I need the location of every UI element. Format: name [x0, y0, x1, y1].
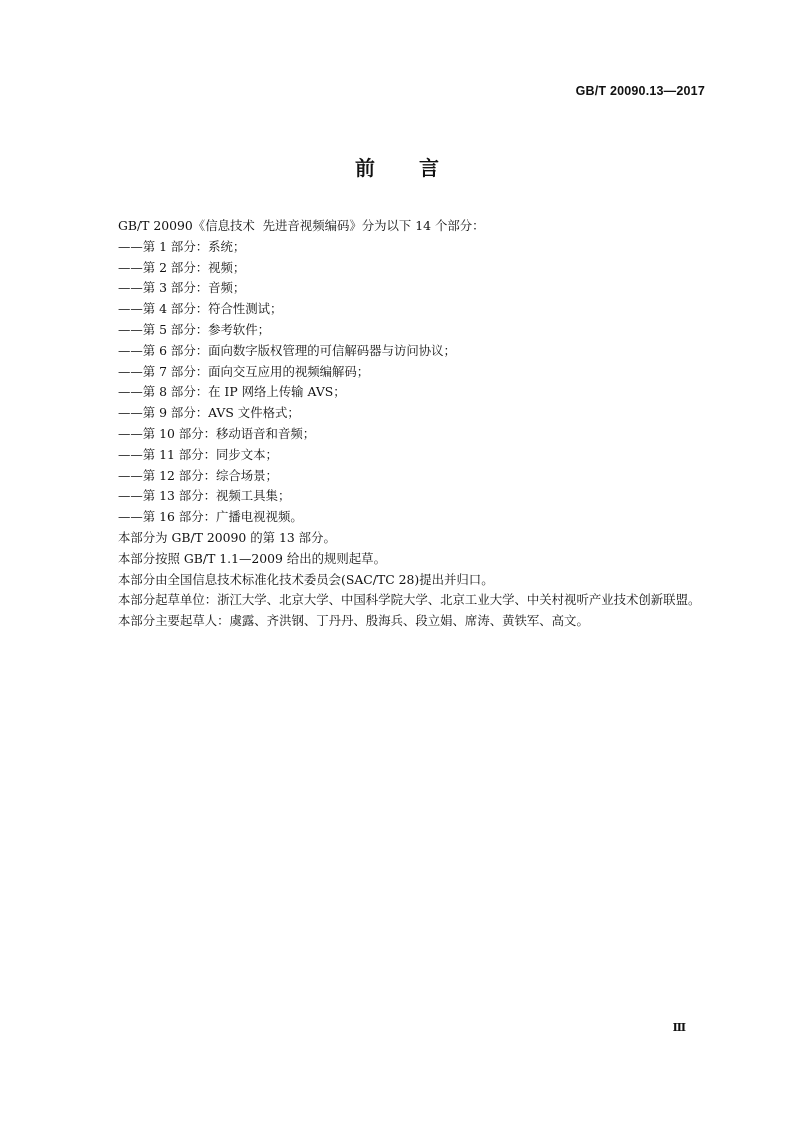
intro-paragraph: GB/T 20090《信息技术 先进音视频编码》分为以下 14 个部分：	[118, 218, 485, 233]
part-statement: 本部分为 GB/T 20090 的第 13 部分。	[118, 529, 336, 545]
drafters-statement: 本部分主要起草人：虞露、齐洪钢、丁丹丹、殷海兵、段立娟、席涛、黄铁军、高文。	[118, 613, 589, 629]
proposer-statement: 本部分由全国信息技术标准化技术委员会(SAC/TC 28)提出并归口。	[118, 571, 494, 587]
part-list-item: ——第 12 部分：综合场景；	[118, 467, 278, 483]
part-list-item: ——第 9 部分：AVS 文件格式；	[118, 405, 300, 421]
part-list-item: ——第 11 部分：同步文本；	[118, 446, 278, 462]
page-number: Ⅲ	[672, 1021, 686, 1034]
part-list-item: ——第 2 部分：视频；	[118, 259, 246, 275]
part-list-item: ——第 10 部分：移动语音和音频；	[118, 425, 316, 441]
part-list-item: ——第 7 部分：面向交互应用的视频编解码；	[118, 363, 370, 379]
part-list-item: ——第 4 部分：符合性测试；	[118, 301, 283, 317]
part-list-item: ——第 3 部分：音频；	[118, 280, 246, 296]
drafting-units-statement: 本部分起草单位：浙江大学、北京大学、中国科学院大学、北京工业大学、中关村视听产业技术创新联盟。	[118, 592, 701, 608]
page-title: 前言	[355, 156, 483, 180]
part-list-item: ——第 5 部分：参考软件；	[118, 321, 271, 337]
standard-number: GB/T 20090.13—2017	[575, 84, 705, 98]
part-list-item: ——第 8 部分：在 IP 网络上传输 AVS；	[118, 384, 346, 400]
part-list-item: ——第 13 部分：视频工具集；	[118, 488, 291, 504]
part-list-item: ——第 6 部分：面向数字版权管理的可信解码器与访问协议；	[118, 342, 456, 358]
drafting-rules-statement: 本部分按照 GB/T 1.1—2009 给出的规则起草。	[118, 550, 386, 566]
part-list-item: ——第 16 部分：广播电视视频。	[118, 509, 303, 525]
foreword-body	[90, 216, 706, 632]
part-list-item: ——第 1 部分：系统；	[118, 238, 246, 254]
